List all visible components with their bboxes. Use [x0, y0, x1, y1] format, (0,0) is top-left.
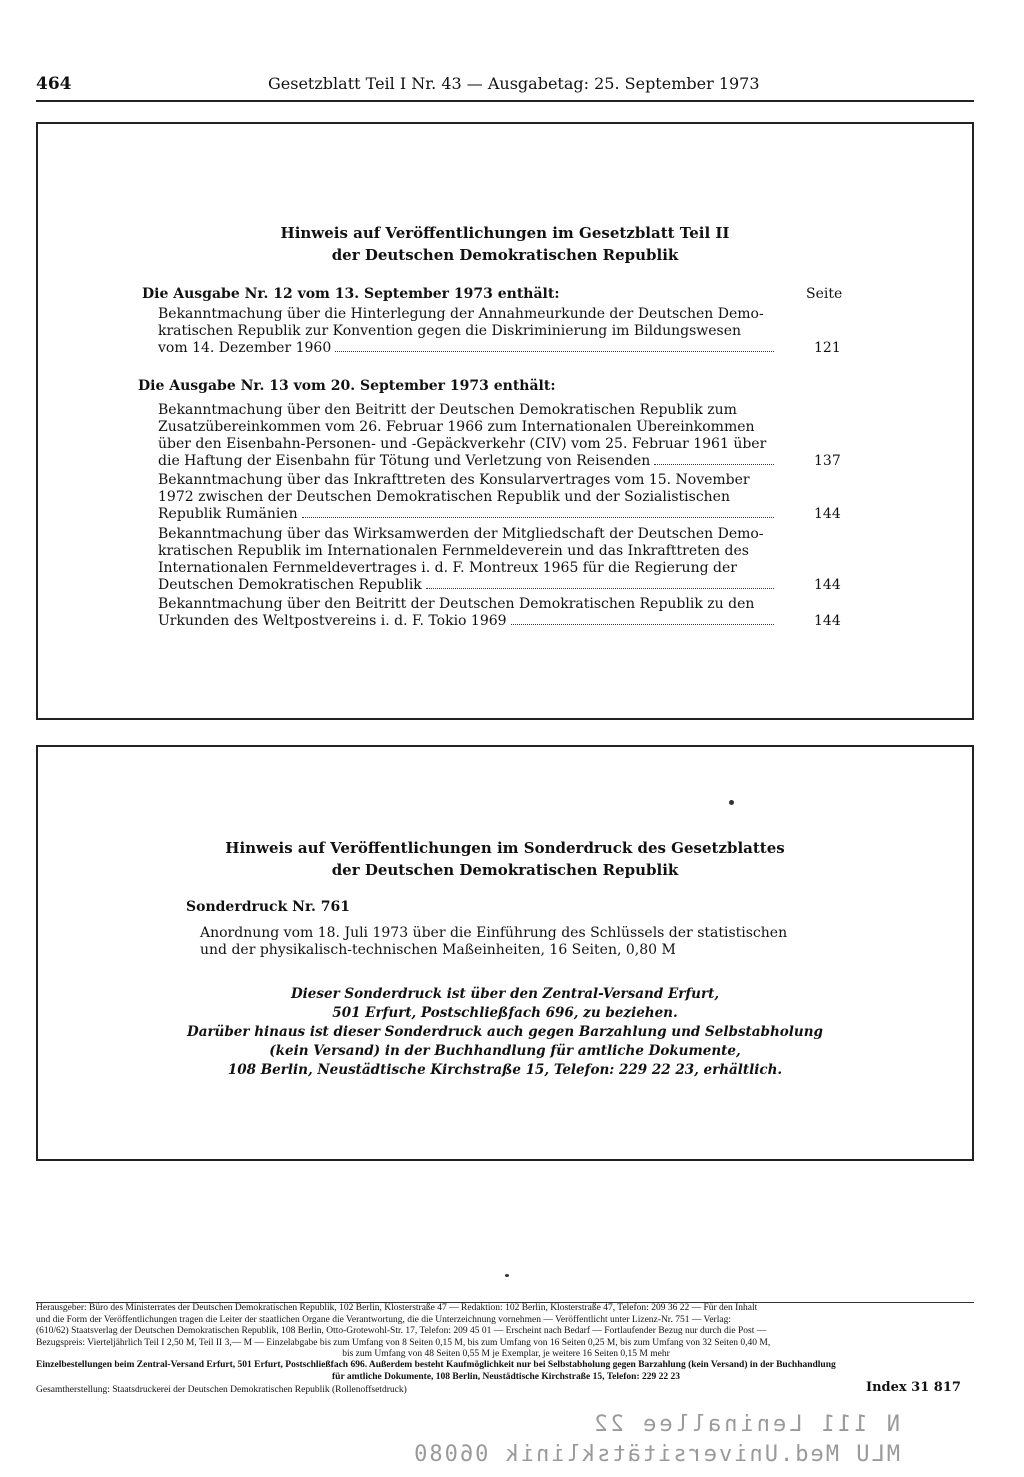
entry-line: Bekanntmachung über die Hinterlegung der Annahmeurkunde der Deutschen Demo-	[158, 306, 764, 322]
page-ref: 144	[814, 506, 841, 522]
entry-line: Bekanntmachung über das Inkrafttreten des Konsularvertrages vom 15. November	[158, 472, 750, 488]
entry-line: vom 14. Dezember 1960	[158, 340, 332, 356]
sonderdruck-heading: Sonderdruck Nr. 761	[186, 899, 351, 915]
entry-line: kratischen Republik zur Konvention gegen die Diskriminierung im Bildungswesen	[158, 323, 742, 339]
impressum-line: (610/62) Staatsverlag der Deutschen Demokratischen Republik, 108 Berlin, Otto-Grotewohl-Str. 17, Telefon: 209 45 01 — Erscheint nach Bedarf — Fortlaufender Bezug nur durch die Post —	[36, 1326, 767, 1336]
entry-line: Internationalen Fernmeldevertrages i. d. F. Montreux 1965 für die Regierung der	[158, 560, 737, 576]
entry-line: kratischen Republik im Internationalen Fernmeldeverein und das Inkrafttreten des	[158, 543, 749, 559]
header-rule	[36, 100, 974, 102]
availability-line: 108 Berlin, Neustädtische Kirchstraße 15, Telefon: 229 22 23, erhältlich.	[227, 1062, 783, 1078]
page-number: 464	[36, 74, 72, 94]
entry-line: Republik Rumänien	[158, 506, 298, 522]
notice-title	[38, 222, 972, 266]
issue-heading-nr-13: Die Ausgabe Nr. 13 vom 20. September 1973 enthält:	[138, 378, 556, 394]
impressum-line: Herausgeber: Büro des Ministerrates der Deutschen Demokratischen Republik, 102 Berlin, Klosterstraße 47 — Redaktion: 102 Berlin, Klosterstraße 47, Telefon: 209 36 22 — Für den Inhalt	[36, 1303, 758, 1313]
impressum-line: und die Form der Veröffentlichungen tragen die Leiter der staatlichen Organe die Verantwortung, die die Unterzeichnung vornehmen — Veröffentlicht unter Lizenz-Nr. 751 — Verlag:	[36, 1314, 731, 1325]
entry-line: Urkunden des Weltpostvereins i. d. F. Tokio 1969	[158, 613, 507, 629]
page-ref: 137	[814, 453, 841, 469]
sonderdruck-line: Anordnung vom 18. Juli 1973 über die Einführung des Schlüssels der statistischen	[200, 925, 788, 941]
library-stamp	[412, 1412, 900, 1472]
dot-leader	[302, 517, 774, 518]
seite-label: Seite	[806, 286, 843, 302]
entry-line: über den Eisenbahn-Personen- und -Gepäckverkehr (CIV) vom 25. Februar 1961 über	[158, 436, 767, 452]
dot-leader	[335, 351, 774, 352]
sonderdruck-title-line-2: der Deutschen Demokratischen Republik	[331, 861, 679, 879]
availability-line: (kein Versand) in der Buchhandlung für amtliche Dokumente,	[269, 1043, 741, 1059]
footer-orders	[36, 1360, 976, 1383]
stamp-line-1: N 111 Leninallee 22	[591, 1412, 900, 1437]
entry-annahmeurkunde	[158, 306, 778, 357]
footer-print-credit: Gesamtherstellung: Staatsdruckerei der Deutschen Demokratischen Republik (Rollenoffsetdruck)	[36, 1385, 407, 1395]
availability-line: 501 Erfurt, Postschließfach 696, zu beziehen.	[332, 1005, 678, 1021]
orders-line: für amtliche Dokumente, 108 Berlin, Neustädtische Kirchstraße 15, Telefon: 229 22 23	[332, 1371, 680, 1382]
sonderdruck-line: und der physikalisch-technischen Maßeinheiten, 16 Seiten, 0,80 M	[200, 942, 676, 958]
dot-leader	[511, 624, 774, 625]
notice-title-line-2: der Deutschen Demokratischen Republik	[331, 246, 679, 264]
entry-fernmeldeverein	[158, 526, 778, 594]
entry-line: Bekanntmachung über den Beitritt der Deutschen Demokratischen Republik zum	[158, 402, 737, 418]
notice-title-line-1: Hinweis auf Veröffentlichungen im Gesetzblatt Teil II	[280, 224, 730, 242]
page-ref: 144	[814, 577, 841, 593]
sonderdruck-description	[200, 925, 787, 959]
entry-civ-beitritt	[158, 402, 778, 470]
footer-impressum	[36, 1303, 976, 1361]
print-speck	[729, 800, 734, 805]
availability-note	[38, 985, 972, 1080]
entry-konsularvertrag	[158, 472, 778, 523]
impressum-line: Bezugspreis: Vierteljährlich Teil I 2,50 M, Teil II 3,— M — Einzelabgabe bis zum Umfang von 8 Seiten 0,15 M, bis zum Umfang von 16 Seiten 0,25 M, bis zum Umfang von 32 Seiten 0,40 M,	[36, 1337, 771, 1348]
sonderdruck-title	[38, 837, 972, 881]
availability-line: Dieser Sonderdruck ist über den Zentral-Versand Erfurt,	[290, 986, 720, 1002]
orders-line: Einzelbestellungen beim Zentral-Versand Erfurt, 501 Erfurt, Postschließfach 696. Außerdem besteht Kaufmöglichkeit nur bei Selbstabholung gegen Barzahlung (kein Versand) in der Buchhandlung	[36, 1360, 836, 1370]
entry-line: Bekanntmachung über den Beitritt der Deutschen Demokratischen Republik zu den	[158, 596, 755, 612]
dot-leader	[654, 464, 774, 465]
availability-line: Darüber hinaus ist dieser Sonderdruck auch gegen Barzahlung und Selbstabholung	[186, 1024, 823, 1040]
entry-line: Deutschen Demokratischen Republik	[158, 577, 422, 593]
entry-line: 1972 zwischen der Deutschen Demokratischen Republik und der Sozialistischen	[158, 489, 730, 505]
entry-line: Bekanntmachung über das Wirksamwerden der Mitgliedschaft der Deutschen Demo-	[158, 526, 764, 542]
sonderdruck-title-line-1: Hinweis auf Veröffentlichungen im Sonderdruck des Gesetzblattes	[225, 839, 785, 857]
page-ref: 121	[814, 340, 841, 356]
index-number: Index 31 817	[866, 1380, 961, 1395]
entry-weltpostverein	[158, 596, 778, 630]
stamp-line-2: MLU Med.Universitätsklinik 06080	[412, 1442, 900, 1467]
running-head: Gesetzblatt Teil I Nr. 43 — Ausgabetag: 25. September 1973	[268, 74, 760, 93]
entry-line: die Haftung der Eisenbahn für Tötung und Verletzung von Reisenden	[158, 453, 651, 469]
notice-box-gesetzblatt-teil-2	[36, 122, 974, 720]
page-ref: 144	[814, 613, 841, 629]
print-speck	[505, 1274, 509, 1277]
impressum-line: bis zum Umfang von 48 Seiten 0,55 M je Exemplar, je weitere 16 Seiten 0,15 M mehr	[342, 1349, 670, 1359]
issue-heading-nr-12: Die Ausgabe Nr. 12 vom 13. September 1973 enthält:	[142, 286, 560, 302]
entry-line: Zusatzübereinkommen vom 26. Februar 1966 zum Internationalen Übereinkommen	[158, 419, 755, 435]
notice-box-sonderdruck	[36, 745, 974, 1161]
dot-leader	[426, 588, 774, 589]
